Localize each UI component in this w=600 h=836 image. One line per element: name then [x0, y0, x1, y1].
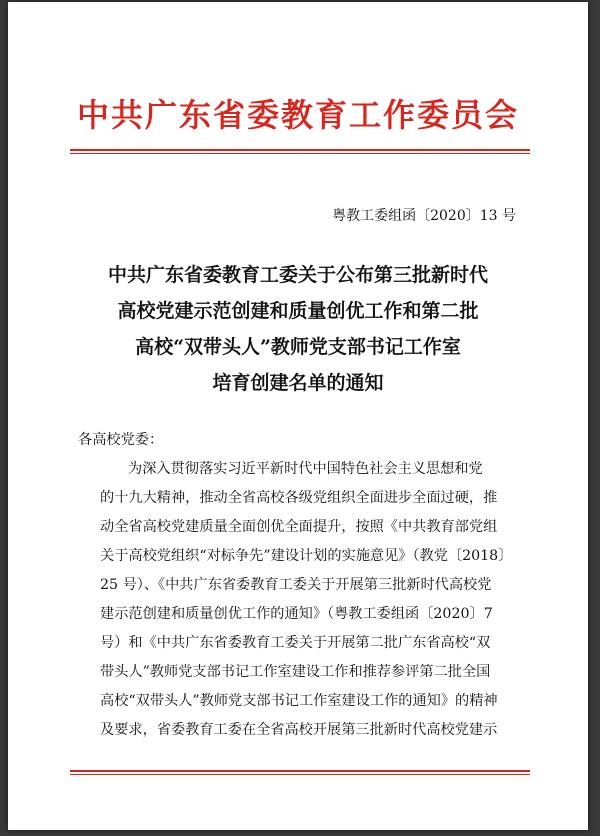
document-title	[78, 257, 518, 401]
document-body	[78, 426, 528, 745]
body-line: 25 号）、《中共广东省委教育工委关于开展第三批新时代高校党	[100, 577, 492, 593]
title-line: 高校党建示范创建和质量创优工作和第二批	[117, 300, 479, 322]
title-line: 高校“双带头人”教师党支部书记工作室	[135, 336, 461, 358]
title-line: 中共广东省委教育工委关于公布第三批新时代	[107, 264, 488, 286]
body-line: 动全省高校党建质量全面创优全面提升，按照《中共教育部党组	[100, 519, 498, 535]
body-line: 号）和《中共广东省委教育工委关于开展第二批广东省高校“双	[100, 635, 491, 651]
body-line: 建示范创建和质量创优工作的通知》（粤教工委组函〔2020〕7	[100, 606, 493, 622]
title-line: 培育创建名单的通知	[212, 372, 384, 394]
body-line: 关于高校党组织“对标争先”建设计划的实施意见》（教党〔2018〕	[100, 548, 513, 564]
salutation: 各高校党委：	[78, 432, 164, 448]
header-red-rule	[70, 149, 530, 151]
body-line: 带头人”教师党支部书记工作室建设工作和推荐参评第二批全国	[100, 664, 491, 680]
body-line: 的十九大精神，推动全省高校各级党组织全面进步全面过硬，推	[100, 490, 498, 506]
body-line: 及要求，省委教育工委在全省高校开展第三批新时代高校党建示	[100, 722, 498, 738]
document-number: 粤教工委组函〔2020〕13 号	[332, 208, 516, 224]
body-line: 为深入贯彻落实习近平新时代中国特色社会主义思想和党	[128, 461, 483, 477]
issuing-organization: 中共广东省委教育工作委员会	[76, 96, 519, 134]
header-red-rule-thin	[70, 153, 530, 154]
footer-red-rule	[70, 770, 530, 772]
footer-red-rule-thin	[70, 774, 530, 775]
body-line: 高校“双带头人”教师党支部书记工作室建设工作的通知》的精神	[100, 693, 498, 709]
document-page	[8, 2, 588, 830]
